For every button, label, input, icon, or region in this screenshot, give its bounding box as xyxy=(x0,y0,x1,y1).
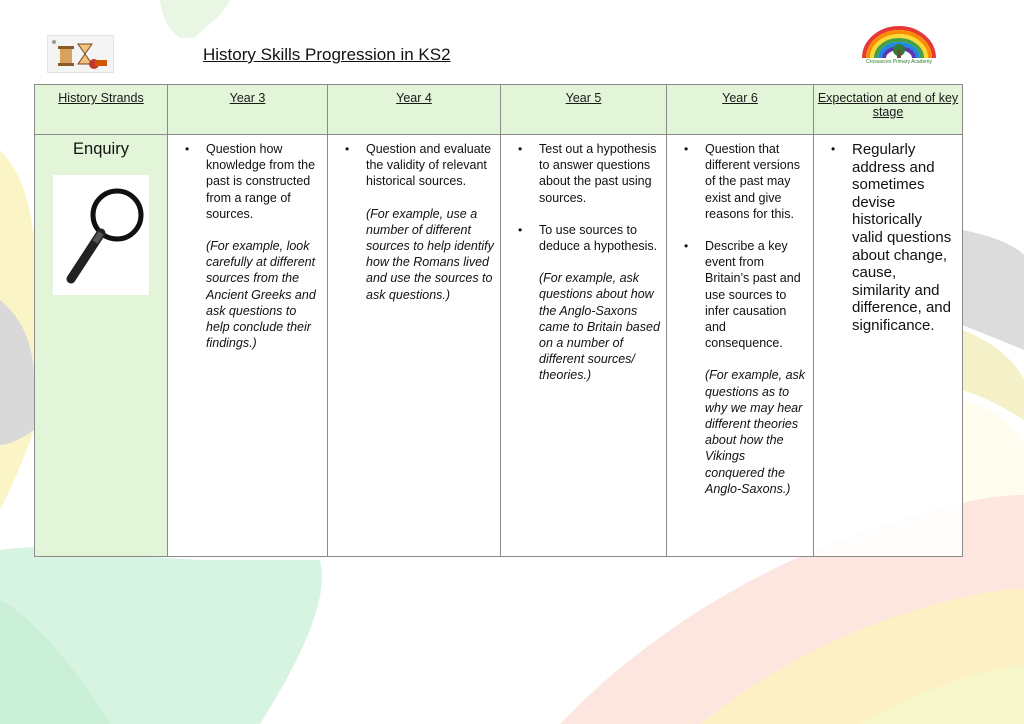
school-name: Crossacres Primary Academy xyxy=(866,59,932,65)
example-text: (For example, use a number of different sources to help identify how the Romans lived and use the sources to ask questions.) xyxy=(366,206,494,302)
column-header-year-5: Year 5 xyxy=(501,85,667,135)
year-5-cell xyxy=(501,135,667,557)
page-title: History Skills Progression in KS2 xyxy=(203,45,451,64)
rainbow-logo-icon xyxy=(858,24,940,70)
list-item: • Regularly address and sometimes devise historically valid questions about change, cause, similarity and difference, and significance. xyxy=(852,141,956,335)
table-header-row xyxy=(35,85,963,135)
year-3-cell xyxy=(168,135,328,557)
list-item: • Question that different versions of the past may exist and give reasons for this. xyxy=(705,141,807,222)
example-text: (For example, ask questions as to why we may hear different theories about how the Vikings conquered the Anglo-Saxons.) xyxy=(705,368,806,496)
list-item: • Question how knowledge from the past is constructed from a range of sources. xyxy=(206,141,321,222)
table-row xyxy=(35,135,963,557)
skills-table xyxy=(34,84,963,557)
column-header-year-4: Year 4 xyxy=(328,85,501,135)
column-header-strands: History Strands xyxy=(35,85,168,135)
column-header-expectation: Expectation at end of key stage xyxy=(814,85,963,135)
example-text: (For example, ask questions about how the Anglo-Saxons came to Britain based on a number of different sources/ theories.) xyxy=(539,271,660,383)
magnifying-glass-icon xyxy=(53,175,149,295)
year-4-cell xyxy=(328,135,501,557)
list-item: • Describe a key event from Britain’s past and use sources to infer causation and consequence. xyxy=(705,238,807,351)
list-item: • Question and evaluate the validity of relevant historical sources. xyxy=(366,141,494,190)
list-item: • Test out a hypothesis to answer questions about the past using sources. xyxy=(539,141,660,206)
strand-cell xyxy=(35,135,168,557)
year-6-cell xyxy=(667,135,814,557)
strand-name: Enquiry xyxy=(73,140,129,158)
example-text: (For example, look carefully at different sources from the Ancient Greeks and ask questions to help conclude their findings.) xyxy=(206,239,316,351)
hourglass-logo-icon xyxy=(47,35,114,73)
column-header-year-3: Year 3 xyxy=(168,85,328,135)
list-item: • To use sources to deduce a hypothesis. xyxy=(539,222,660,254)
column-header-year-6: Year 6 xyxy=(667,85,814,135)
expectation-cell xyxy=(814,135,963,557)
